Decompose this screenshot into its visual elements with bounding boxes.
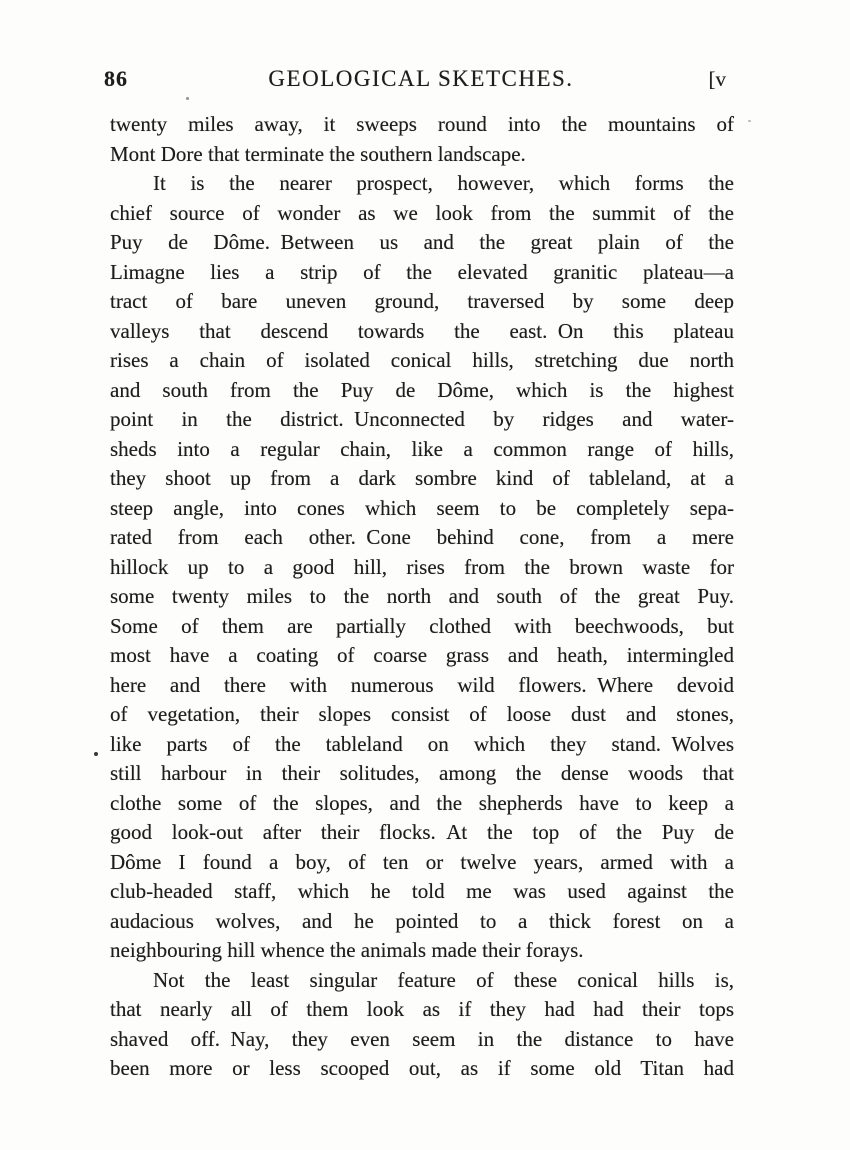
text-line: some twenty miles to the north and south of the great Puy. xyxy=(110,584,734,608)
text-line: Limagne lies a strip of the elevated granitic plateau—a xyxy=(110,259,734,284)
text-line: that nearly all of them look as if they had had their tops xyxy=(110,997,734,1021)
text-line: here and there with numerous wild flowers. Where devoid xyxy=(110,672,734,697)
text-line: Some of them are partially clothed with beechwoods, but xyxy=(110,613,734,638)
text-line: valleys that descend towards the east. On this plateau xyxy=(110,318,734,343)
page-number: 86 xyxy=(104,66,128,91)
text-line: like parts of the tableland on which they stand. Wolves xyxy=(110,731,734,756)
text-line: most have a coating of coarse grass and heath, intermingled xyxy=(110,643,734,667)
text-line: they shoot up from a dark sombre kind of tableland, at a xyxy=(110,466,734,490)
text-line: Puy de Dôme. Between us and the great plain of the xyxy=(110,230,734,254)
text-line: shaved off. Nay, they even seem in the distance to have xyxy=(110,1026,734,1051)
text-line: club-headed staff, which he told me was used against the xyxy=(110,879,734,903)
stray-ink-dot xyxy=(94,752,98,756)
text-line: chief source of wonder as we look from the summit of the xyxy=(110,200,734,225)
running-head xyxy=(104,66,732,92)
text-line: rated from each other. Cone behind cone, from a mere xyxy=(110,525,734,549)
text-line: twenty miles away, it sweeps round into the mountains of xyxy=(110,112,734,136)
text-line: rises a chain of isolated conical hills, stretching due north xyxy=(110,348,734,372)
text-line: point in the district. Unconnected by ridges and water- xyxy=(110,407,734,431)
text-line: clothe some of the slopes, and the shepherds have to keep a xyxy=(110,790,734,815)
text-line: sheds into a regular chain, like a common range of hills, xyxy=(110,436,734,461)
signature-mark: [v xyxy=(708,67,726,91)
body-text xyxy=(110,110,734,1084)
text-line: Mont Dore that terminate the southern landscape. xyxy=(110,141,526,166)
running-head-title: GEOLOGICAL SKETCHES. xyxy=(268,66,574,91)
stray-ink-dot xyxy=(186,97,189,100)
text-line: neighbouring hill whence the animals made their forays. xyxy=(110,938,584,962)
text-line: steep angle, into cones which seem to be completely sepa- xyxy=(110,495,734,520)
text-line: audacious wolves, and he pointed to a thick forest on a xyxy=(110,908,734,933)
text-line: and south from the Puy de Dôme, which is the highest xyxy=(110,377,734,402)
text-line: been more or less scooped out, as if some old Titan had xyxy=(110,1056,734,1080)
text-line: Not the least singular feature of these conical hills is, xyxy=(153,967,734,992)
text-line: tract of bare uneven ground, traversed by some deep xyxy=(110,289,734,313)
stray-ink-dot xyxy=(748,120,751,122)
text-line: good look-out after their flocks. At the top of the Puy de xyxy=(110,820,734,844)
text-line: hillock up to a good hill, rises from the brown waste for xyxy=(110,554,734,579)
text-line: still harbour in their solitudes, among the dense woods that xyxy=(110,761,734,785)
text-line: Dôme I found a boy, of ten or twelve years, armed with a xyxy=(110,849,734,874)
text-line: of vegetation, their slopes consist of loose dust and stones, xyxy=(110,702,734,726)
text-line: It is the nearer prospect, however, which forms the xyxy=(153,171,734,195)
